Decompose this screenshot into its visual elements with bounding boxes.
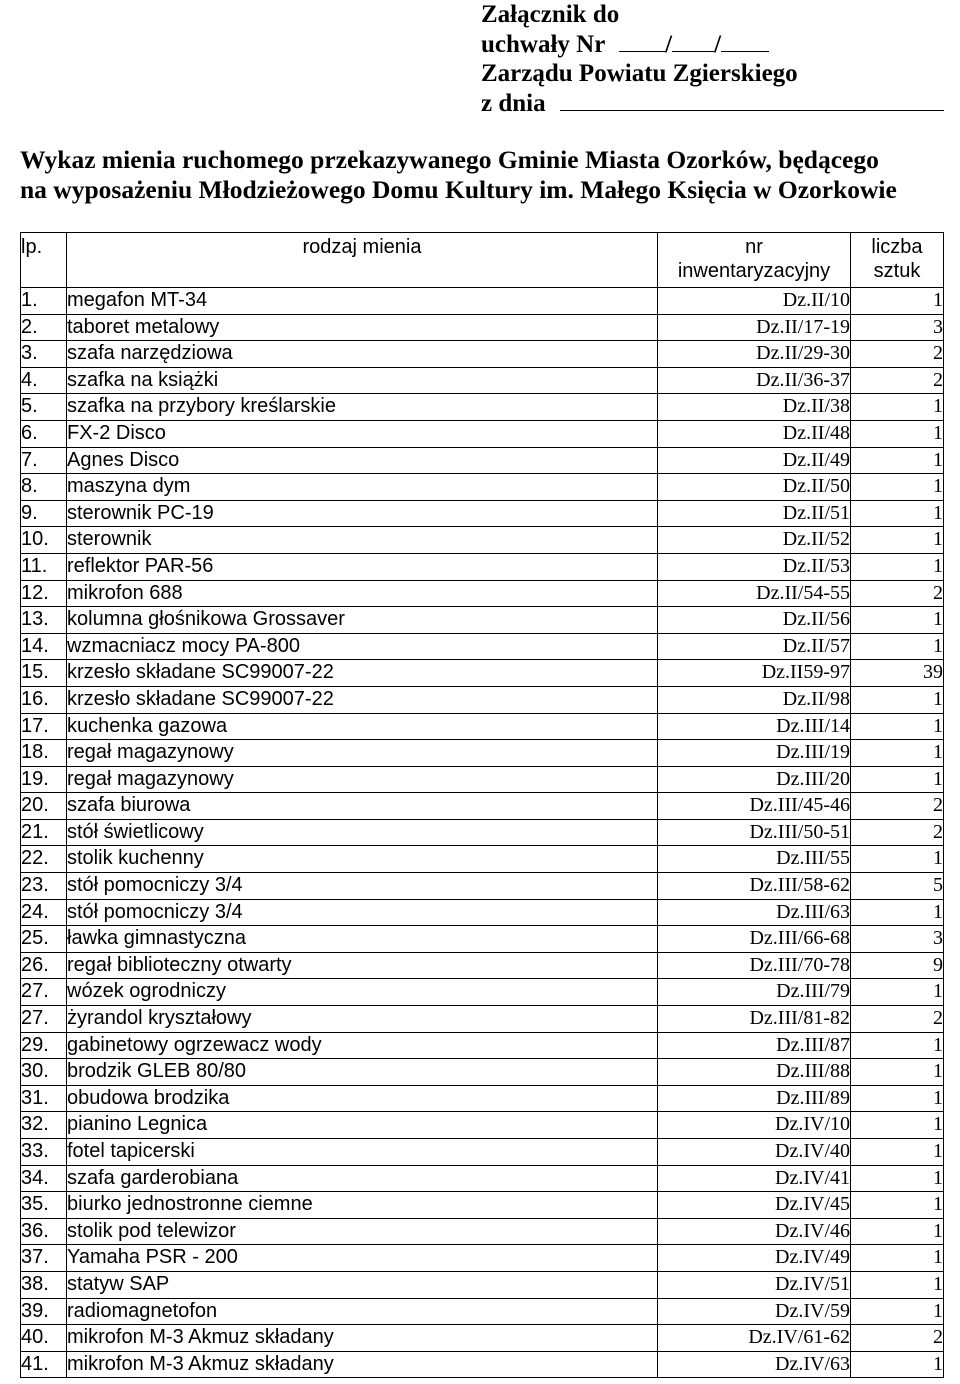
row-quantity: 1 — [851, 394, 944, 421]
row-quantity: 1 — [851, 1192, 944, 1219]
row-item-name: FX-2 Disco — [67, 420, 658, 447]
row-lp: 1. — [21, 288, 67, 315]
row-inventory-number: Dz.III/79 — [658, 979, 851, 1006]
row-inventory-number: Dz.II/38 — [658, 394, 851, 421]
row-lp: 2. — [21, 314, 67, 341]
row-inventory-number: Dz.IV/49 — [658, 1245, 851, 1272]
row-lp: 3. — [21, 341, 67, 368]
row-inventory-number: Dz.II/48 — [658, 420, 851, 447]
row-quantity: 1 — [851, 766, 944, 793]
row-inventory-number: Dz.IV/10 — [658, 1112, 851, 1139]
row-quantity: 2 — [851, 819, 944, 846]
inventory-table-body — [21, 233, 944, 1378]
row-item-name: obudowa brodzika — [67, 1085, 658, 1112]
row-quantity: 2 — [851, 367, 944, 394]
row-quantity: 2 — [851, 341, 944, 368]
row-quantity: 1 — [851, 899, 944, 926]
row-lp: 17. — [21, 713, 67, 740]
table-row — [21, 341, 944, 368]
table-row — [21, 1298, 944, 1325]
row-item-name: regał biblioteczny otwarty — [67, 952, 658, 979]
table-row — [21, 686, 944, 713]
row-inventory-number: Dz.II/56 — [658, 607, 851, 634]
resolution-date-line — [481, 89, 951, 119]
row-inventory-number: Dz.III/63 — [658, 899, 851, 926]
row-quantity: 1 — [851, 1112, 944, 1139]
row-lp: 7. — [21, 447, 67, 474]
table-row — [21, 553, 944, 580]
row-lp: 31. — [21, 1085, 67, 1112]
row-lp: 21. — [21, 819, 67, 846]
column-header-inventory-number-line-1: nr — [745, 236, 763, 258]
row-quantity: 1 — [851, 420, 944, 447]
attachment-label: Załącznik do — [481, 1, 620, 28]
row-item-name: mikrofon M-3 Akmuz składany — [67, 1351, 658, 1378]
column-header-quantity-line-1: liczba — [871, 236, 923, 258]
row-lp: 29. — [21, 1032, 67, 1059]
table-row — [21, 952, 944, 979]
table-header-row — [21, 233, 944, 288]
row-item-name: regał magazynowy — [67, 740, 658, 767]
row-inventory-number: Dz.IV/40 — [658, 1139, 851, 1166]
row-inventory-number: Dz.III/88 — [658, 1059, 851, 1086]
table-row — [21, 1112, 944, 1139]
row-item-name: stolik kuchenny — [67, 846, 658, 873]
row-item-name: krzesło składane SC99007-22 — [67, 686, 658, 713]
row-inventory-number: Dz.IV/41 — [658, 1165, 851, 1192]
table-row — [21, 740, 944, 767]
row-inventory-number: Dz.II/36-37 — [658, 367, 851, 394]
row-quantity: 9 — [851, 952, 944, 979]
table-row — [21, 1139, 944, 1166]
table-row — [21, 899, 944, 926]
row-inventory-number: Dz.IV/45 — [658, 1192, 851, 1219]
table-row — [21, 766, 944, 793]
row-item-name: szafka na przybory kreślarskie — [67, 394, 658, 421]
row-item-name: sterownik — [67, 527, 658, 554]
table-row — [21, 474, 944, 501]
row-inventory-number: Dz.III/58-62 — [658, 873, 851, 900]
document-title-line-2: na wyposażeniu Młodzieżowego Domu Kultury im. Małego Księcia w Ozorkowie — [20, 175, 897, 204]
row-lp: 39. — [21, 1298, 67, 1325]
row-quantity: 1 — [851, 979, 944, 1006]
row-quantity: 5 — [851, 873, 944, 900]
row-item-name: żyrandol kryształowy — [67, 1006, 658, 1033]
table-row — [21, 1165, 944, 1192]
row-inventory-number: Dz.III/45-46 — [658, 793, 851, 820]
row-item-name: szafka na książki — [67, 367, 658, 394]
row-inventory-number: Dz.II59-97 — [658, 660, 851, 687]
resolution-number-blank-2 — [672, 31, 714, 52]
column-header-lp: lp. — [21, 233, 67, 288]
row-item-name: reflektor PAR-56 — [67, 553, 658, 580]
row-item-name: mikrofon 688 — [67, 580, 658, 607]
row-quantity: 1 — [851, 1032, 944, 1059]
row-inventory-number: Dz.III/66-68 — [658, 926, 851, 953]
row-quantity: 1 — [851, 607, 944, 634]
row-item-name: stół pomocniczy 3/4 — [67, 873, 658, 900]
row-lp: 41. — [21, 1351, 67, 1378]
row-item-name: wzmacniacz mocy PA-800 — [67, 633, 658, 660]
row-lp: 14. — [21, 633, 67, 660]
row-lp: 10. — [21, 527, 67, 554]
column-header-name: rodzaj mienia — [67, 233, 658, 288]
row-inventory-number: Dz.III/14 — [658, 713, 851, 740]
row-lp: 19. — [21, 766, 67, 793]
row-quantity: 3 — [851, 926, 944, 953]
row-inventory-number: Dz.II/57 — [658, 633, 851, 660]
table-row — [21, 500, 944, 527]
row-lp: 5. — [21, 394, 67, 421]
row-item-name: fotel tapicerski — [67, 1139, 658, 1166]
row-lp: 15. — [21, 660, 67, 687]
row-quantity: 2 — [851, 1325, 944, 1352]
table-row — [21, 607, 944, 634]
table-row — [21, 1351, 944, 1378]
row-quantity: 2 — [851, 1006, 944, 1033]
table-row — [21, 1245, 944, 1272]
row-inventory-number: Dz.IV/63 — [658, 1351, 851, 1378]
column-header-quantity — [851, 233, 944, 288]
row-lp: 38. — [21, 1271, 67, 1298]
column-header-quantity-line-2: sztuk — [873, 260, 921, 282]
row-inventory-number: Dz.II/49 — [658, 447, 851, 474]
row-quantity: 1 — [851, 740, 944, 767]
table-row — [21, 420, 944, 447]
row-item-name: stół świetlicowy — [67, 819, 658, 846]
resolution-number-label: uchwały Nr — [481, 30, 605, 58]
resolution-date-label: z dnia — [481, 89, 546, 117]
row-inventory-number: Dz.II/17-19 — [658, 314, 851, 341]
row-lp: 24. — [21, 899, 67, 926]
row-item-name: stół pomocniczy 3/4 — [67, 899, 658, 926]
row-quantity: 1 — [851, 474, 944, 501]
row-item-name: stolik pod telewizor — [67, 1218, 658, 1245]
row-lp: 12. — [21, 580, 67, 607]
row-lp: 18. — [21, 740, 67, 767]
row-inventory-number: Dz.II/10 — [658, 288, 851, 315]
table-row — [21, 288, 944, 315]
row-inventory-number: Dz.II/51 — [658, 500, 851, 527]
row-quantity: 2 — [851, 580, 944, 607]
resolution-number-blank-3 — [721, 31, 769, 52]
row-item-name: mikrofon M-3 Akmuz składany — [67, 1325, 658, 1352]
row-inventory-number: Dz.III/50-51 — [658, 819, 851, 846]
row-quantity: 1 — [851, 553, 944, 580]
row-lp: 33. — [21, 1139, 67, 1166]
row-quantity: 39 — [851, 660, 944, 687]
row-lp: 13. — [21, 607, 67, 634]
table-row — [21, 873, 944, 900]
board-name: Zarządu Powiatu Zgierskiego — [481, 60, 798, 87]
row-quantity: 3 — [851, 314, 944, 341]
row-inventory-number: Dz.III/20 — [658, 766, 851, 793]
row-lp: 26. — [21, 952, 67, 979]
row-item-name: wózek ogrodniczy — [67, 979, 658, 1006]
row-item-name: megafon MT-34 — [67, 288, 658, 315]
row-lp: 4. — [21, 367, 67, 394]
table-row — [21, 1006, 944, 1033]
row-item-name: krzesło składane SC99007-22 — [67, 660, 658, 687]
table-row — [21, 314, 944, 341]
row-lp: 16. — [21, 686, 67, 713]
row-inventory-number: Dz.III/55 — [658, 846, 851, 873]
row-quantity: 1 — [851, 1165, 944, 1192]
document-title-line-1: Wykaz mienia ruchomego przekazywanego Gminie Miasta Ozorków, będącego — [20, 145, 879, 174]
row-item-name: ławka gimnastyczna — [67, 926, 658, 953]
row-inventory-number: Dz.III/89 — [658, 1085, 851, 1112]
row-lp: 27. — [21, 1006, 67, 1033]
row-quantity: 1 — [851, 686, 944, 713]
row-inventory-number: Dz.II/98 — [658, 686, 851, 713]
row-lp: 25. — [21, 926, 67, 953]
row-inventory-number: Dz.IV/46 — [658, 1218, 851, 1245]
row-lp: 20. — [21, 793, 67, 820]
table-row — [21, 1271, 944, 1298]
row-lp: 37. — [21, 1245, 67, 1272]
row-quantity: 1 — [851, 1298, 944, 1325]
row-quantity: 1 — [851, 1139, 944, 1166]
table-row — [21, 793, 944, 820]
row-item-name: Agnes Disco — [67, 447, 658, 474]
row-item-name: maszyna dym — [67, 474, 658, 501]
resolution-number-separator-1: / — [665, 30, 673, 58]
table-row — [21, 527, 944, 554]
row-quantity: 1 — [851, 1271, 944, 1298]
row-lp: 27. — [21, 979, 67, 1006]
row-item-name: statyw SAP — [67, 1271, 658, 1298]
row-lp: 8. — [21, 474, 67, 501]
table-row — [21, 580, 944, 607]
attachment-header — [481, 0, 951, 118]
row-item-name: regał magazynowy — [67, 766, 658, 793]
row-inventory-number: Dz.IV/61-62 — [658, 1325, 851, 1352]
table-row — [21, 660, 944, 687]
row-inventory-number: Dz.II/53 — [658, 553, 851, 580]
column-header-inventory-number-line-2: inwentaryzacyjny — [677, 260, 831, 282]
row-lp: 23. — [21, 873, 67, 900]
row-quantity: 1 — [851, 1218, 944, 1245]
document-title — [20, 145, 955, 205]
table-row — [21, 394, 944, 421]
row-item-name: szafa narzędziowa — [67, 341, 658, 368]
row-inventory-number: Dz.III/70-78 — [658, 952, 851, 979]
row-inventory-number: Dz.II/29-30 — [658, 341, 851, 368]
column-header-inventory-number — [658, 233, 851, 288]
row-lp: 6. — [21, 420, 67, 447]
resolution-number-line — [481, 30, 951, 60]
table-row — [21, 1032, 944, 1059]
table-row — [21, 1085, 944, 1112]
row-quantity: 1 — [851, 1245, 944, 1272]
row-item-name: kuchenka gazowa — [67, 713, 658, 740]
row-item-name: szafa garderobiana — [67, 1165, 658, 1192]
row-inventory-number: Dz.II/52 — [658, 527, 851, 554]
table-row — [21, 979, 944, 1006]
row-quantity: 1 — [851, 1351, 944, 1378]
row-quantity: 2 — [851, 793, 944, 820]
table-row — [21, 447, 944, 474]
row-inventory-number: Dz.III/19 — [658, 740, 851, 767]
table-row — [21, 819, 944, 846]
row-item-name: taboret metalowy — [67, 314, 658, 341]
table-row — [21, 926, 944, 953]
resolution-date-blank — [560, 90, 944, 111]
row-quantity: 1 — [851, 527, 944, 554]
row-lp: 40. — [21, 1325, 67, 1352]
row-quantity: 1 — [851, 288, 944, 315]
table-row — [21, 1325, 944, 1352]
row-quantity: 1 — [851, 713, 944, 740]
row-item-name: brodzik GLEB 80/80 — [67, 1059, 658, 1086]
row-inventory-number: Dz.II/50 — [658, 474, 851, 501]
row-lp: 30. — [21, 1059, 67, 1086]
row-quantity: 1 — [851, 500, 944, 527]
row-lp: 34. — [21, 1165, 67, 1192]
row-item-name: biurko jednostronne ciemne — [67, 1192, 658, 1219]
resolution-number-blank-1 — [619, 31, 665, 52]
row-item-name: radiomagnetofon — [67, 1298, 658, 1325]
row-item-name: szafa biurowa — [67, 793, 658, 820]
row-inventory-number: Dz.III/81-82 — [658, 1006, 851, 1033]
row-quantity: 1 — [851, 633, 944, 660]
table-row — [21, 713, 944, 740]
row-inventory-number: Dz.IV/59 — [658, 1298, 851, 1325]
row-lp: 32. — [21, 1112, 67, 1139]
row-lp: 22. — [21, 846, 67, 873]
row-quantity: 1 — [851, 447, 944, 474]
row-lp: 36. — [21, 1218, 67, 1245]
row-lp: 11. — [21, 553, 67, 580]
table-row — [21, 633, 944, 660]
row-item-name: gabinetowy ogrzewacz wody — [67, 1032, 658, 1059]
row-inventory-number: Dz.III/87 — [658, 1032, 851, 1059]
table-row — [21, 1218, 944, 1245]
row-inventory-number: Dz.IV/51 — [658, 1271, 851, 1298]
inventory-table — [20, 232, 944, 1378]
row-item-name: sterownik PC-19 — [67, 500, 658, 527]
table-row — [21, 846, 944, 873]
table-row — [21, 1192, 944, 1219]
table-row — [21, 1059, 944, 1086]
table-row — [21, 367, 944, 394]
row-item-name: Yamaha PSR - 200 — [67, 1245, 658, 1272]
row-lp: 9. — [21, 500, 67, 527]
row-quantity: 1 — [851, 1059, 944, 1086]
row-quantity: 1 — [851, 1085, 944, 1112]
resolution-number-separator-2: / — [714, 30, 722, 58]
row-item-name: kolumna głośnikowa Grossaver — [67, 607, 658, 634]
row-quantity: 1 — [851, 846, 944, 873]
row-lp: 35. — [21, 1192, 67, 1219]
row-item-name: pianino Legnica — [67, 1112, 658, 1139]
row-inventory-number: Dz.II/54-55 — [658, 580, 851, 607]
